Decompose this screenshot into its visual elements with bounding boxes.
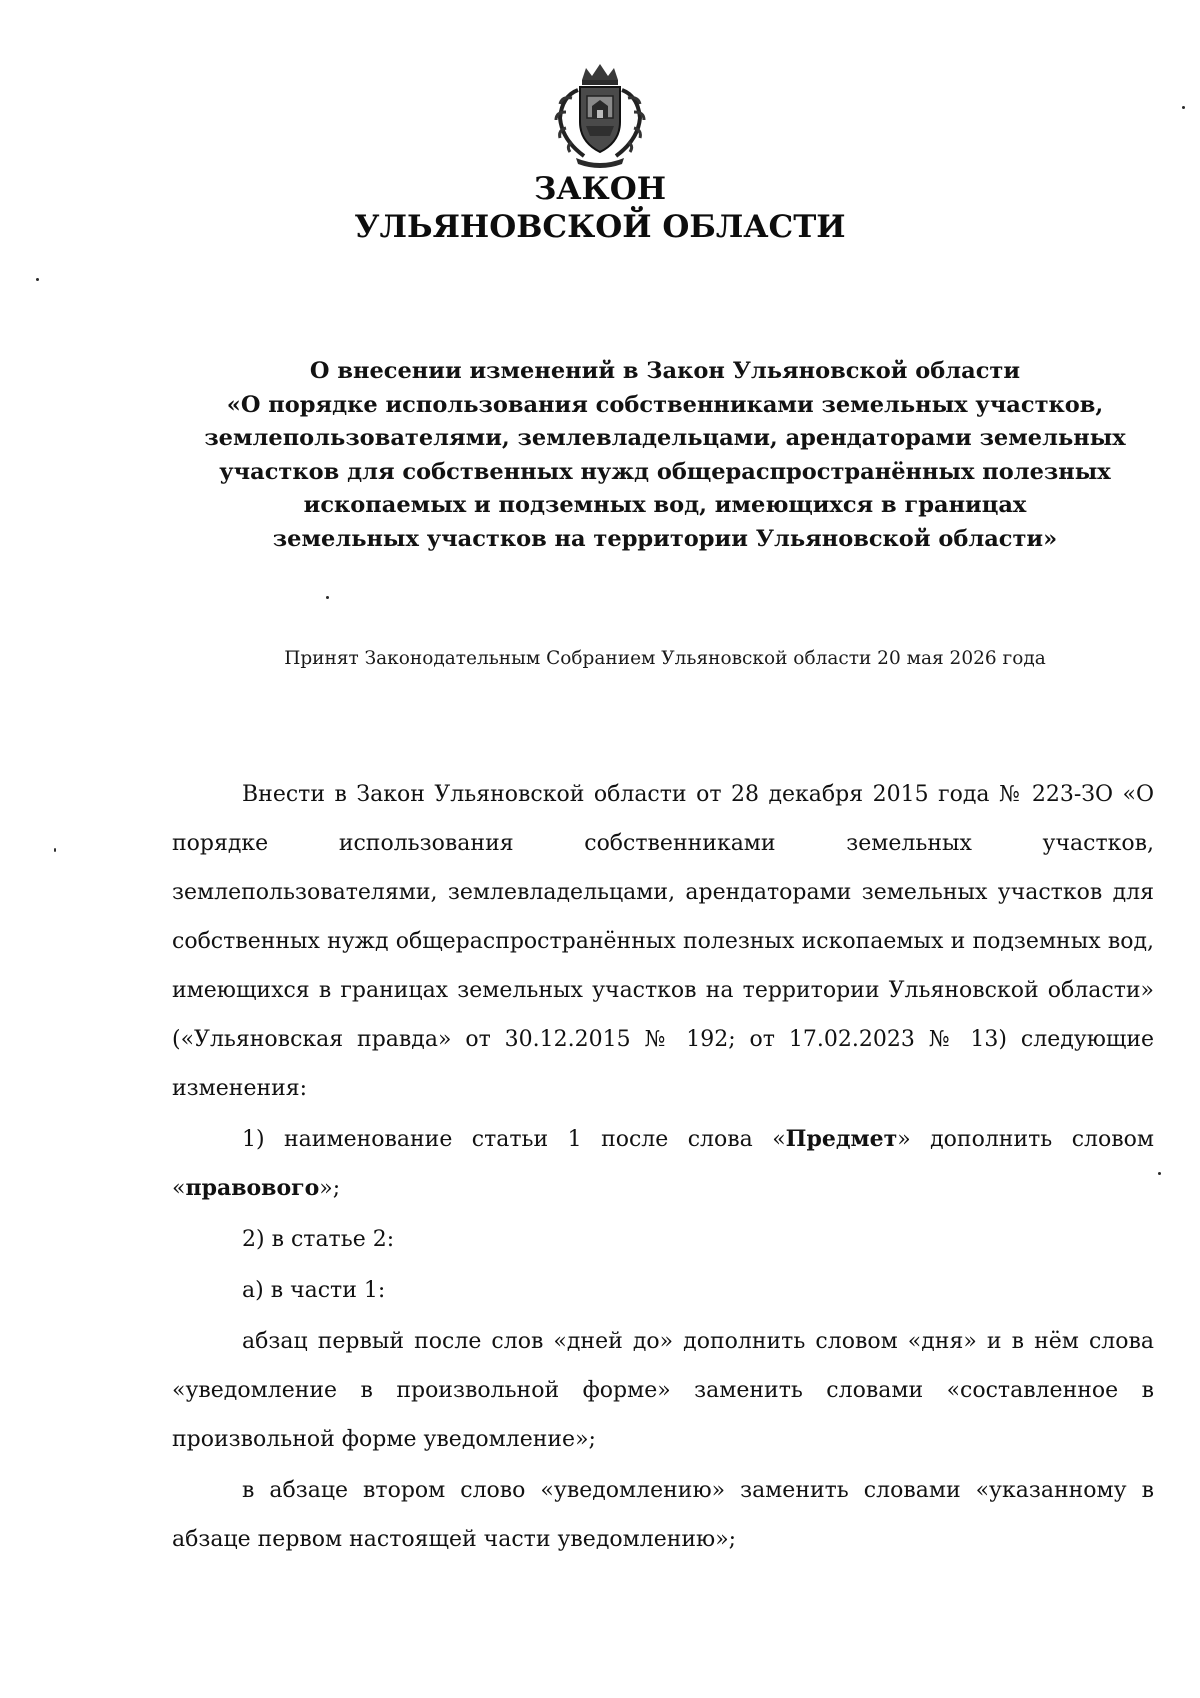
amendment-item-2a: а) в части 1: bbox=[242, 1278, 386, 1303]
law-title-line: ископаемых и подземных вод, имеющихся в границах bbox=[303, 492, 1027, 518]
amendment-paragraph-2: в абзаце втором слово «уведомлению» заменить словами «указанному в абзаце первом настоящей части уведомлению»; bbox=[172, 1478, 1154, 1552]
scan-speck bbox=[54, 848, 56, 852]
amendment-item-1 bbox=[172, 1115, 1154, 1213]
scan-speck bbox=[36, 278, 39, 281]
adoption-note: Принят Законодательным Собранием Ульяновской области 20 мая 2026 года bbox=[284, 648, 1046, 669]
scan-speck bbox=[1158, 1172, 1161, 1175]
item1-text-post: »; bbox=[319, 1176, 341, 1201]
law-title-line: «О порядке использования собственниками земельных участков, bbox=[226, 391, 1104, 418]
item1-word-pravovogo: правового bbox=[185, 1175, 320, 1201]
coat-of-arms-icon bbox=[542, 60, 658, 172]
law-title-line: землепользователями, землевладельцами, арендаторами земельных bbox=[204, 425, 1126, 451]
law-title-line: земельных участков на территории Ульяновской области» bbox=[272, 525, 1058, 552]
item1-text-mid: » дополнить словом « bbox=[172, 1127, 1154, 1201]
law-title-line: О внесении изменений в Закон Ульяновской области bbox=[309, 358, 1021, 384]
item1-text-pre: 1) наименование статьи 1 после слова « bbox=[242, 1127, 786, 1152]
scan-speck bbox=[326, 596, 329, 599]
scan-speck bbox=[1182, 106, 1185, 109]
law-heading bbox=[0, 170, 1200, 246]
law-title bbox=[160, 355, 1170, 556]
law-title-line: участков для собственных нужд общераспространённых полезных bbox=[219, 458, 1111, 485]
intro-paragraph: Внести в Закон Ульяновской области от 28 декабря 2015 года № 223-ЗО «О порядке использования собственниками земельных участков, землепользователями, землевладельцами, арендаторами земельных участков для собственных нужд общераспространённых полезных ископаемых и подземных вод, имеющихся в границах земельных участков на территории Ульяновской области» («Ульяновская правда» от 30.12.2015 № 192; от 17.02.2023 № 13) следующие изменения: bbox=[172, 782, 1154, 1101]
law-body bbox=[172, 770, 1154, 1564]
amendment-paragraph-1: абзац первый после слов «дней до» дополнить словом «дня» и в нём слова «уведомление в произвольной форме» заменить словами «составленное в произвольной форме уведомление»; bbox=[172, 1329, 1154, 1452]
law-heading-line-1: ЗАКОН bbox=[533, 171, 667, 207]
item1-word-predmet: Предмет bbox=[785, 1126, 898, 1152]
amendment-item-2: 2) в статье 2: bbox=[242, 1227, 395, 1252]
law-heading-line-2: УЛЬЯНОВСКОЙ ОБЛАСТИ bbox=[354, 209, 846, 245]
